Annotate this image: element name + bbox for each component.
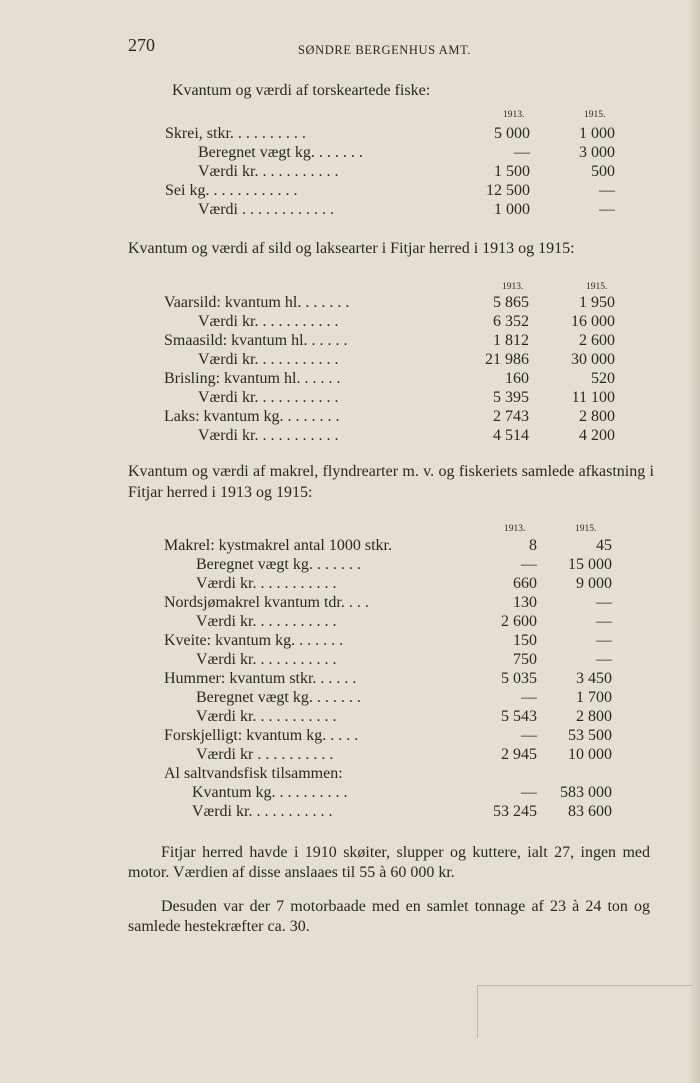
table-row bbox=[0, 125, 700, 145]
row-label: Nordsjømakrel kvantum tdr. . . . bbox=[164, 594, 369, 611]
row-label: Værdi kr. . . . . . . . . . . bbox=[192, 803, 333, 820]
value-1915: 3 000 bbox=[579, 144, 615, 161]
value-1915: 3 450 bbox=[576, 670, 612, 687]
value-1915: 2 800 bbox=[576, 708, 612, 725]
table-row bbox=[0, 144, 700, 164]
row-label: Beregnet vægt kg. . . . . . . bbox=[198, 144, 363, 161]
table-row bbox=[0, 313, 700, 333]
value-1913: 53 245 bbox=[493, 803, 537, 820]
page-edge-shadow bbox=[688, 0, 700, 1083]
row-label: Laks: kvantum kg. . . . . . . . bbox=[164, 408, 340, 425]
row-label: Smaasild: kvantum hl. . . . . . bbox=[164, 332, 348, 349]
table-row bbox=[0, 784, 700, 804]
value-1915: — bbox=[599, 182, 615, 199]
section2-heading: Kvantum og værdi af sild og laksearter i Fitjar herred i 1913 og 1915: bbox=[128, 240, 575, 257]
table-row bbox=[0, 201, 700, 221]
section1-heading: Kvantum og værdi af torskeartede fiske: bbox=[172, 82, 431, 99]
table-row bbox=[0, 594, 700, 614]
value-1913: 160 bbox=[505, 370, 529, 387]
value-1913: 130 bbox=[513, 594, 537, 611]
row-label: Værdi . . . . . . . . . . . . bbox=[198, 201, 334, 218]
value-1913: 1 500 bbox=[494, 163, 530, 180]
value-1913: 2 743 bbox=[493, 408, 529, 425]
row-label: Værdi kr. . . . . . . . . . . bbox=[198, 389, 339, 406]
row-label: Forskjelligt: kvantum kg. . . . . bbox=[164, 727, 359, 744]
row-label: Værdi kr. . . . . . . . . . . bbox=[198, 351, 339, 368]
row-label: Værdi kr. . . . . . . . . . . bbox=[198, 163, 339, 180]
value-1913: 5 395 bbox=[493, 389, 529, 406]
paragraph-motorboats: Desuden var der 7 motorbaade med en samlet tonnage af 23 à 24 ton og samlede hestekræfter ca. 30. bbox=[128, 898, 650, 935]
value-1915: 1 700 bbox=[576, 689, 612, 706]
row-label: Makrel: kystmakrel antal 1000 stkr. bbox=[164, 537, 392, 554]
value-1915: — bbox=[596, 613, 612, 630]
row-label: Værdi kr. . . . . . . . . . . bbox=[196, 708, 337, 725]
value-1915: — bbox=[596, 651, 612, 668]
row-label: Kvantum kg. . . . . . . . . . bbox=[192, 784, 348, 801]
table-row bbox=[0, 651, 700, 671]
value-1913: 5 865 bbox=[493, 294, 529, 311]
table-row bbox=[0, 370, 700, 390]
value-1915: — bbox=[596, 632, 612, 649]
value-1913: 750 bbox=[513, 651, 537, 668]
row-label: Brisling: kvantum hl. . . . . . bbox=[164, 370, 341, 387]
table-row bbox=[0, 351, 700, 371]
value-1913: 5 035 bbox=[501, 670, 537, 687]
row-label: Beregnet vægt kg. . . . . . . bbox=[196, 689, 361, 706]
value-1915: 83 600 bbox=[568, 803, 612, 820]
value-1913: — bbox=[521, 784, 537, 801]
value-1913: 1 000 bbox=[494, 201, 530, 218]
table-row bbox=[0, 689, 700, 709]
table-row bbox=[0, 727, 700, 747]
row-label: Værdi kr. . . . . . . . . . . bbox=[196, 651, 337, 668]
value-1915: 1 950 bbox=[579, 294, 615, 311]
table-row bbox=[0, 746, 700, 766]
value-1913: — bbox=[521, 556, 537, 573]
value-1913: 2 945 bbox=[501, 746, 537, 763]
row-label: Skrei, stkr. . . . . . . . . . bbox=[165, 125, 306, 142]
row-label: Sei kg. . . . . . . . . . . . bbox=[165, 182, 298, 199]
table-row bbox=[0, 803, 700, 823]
value-1913: — bbox=[514, 144, 530, 161]
value-1913: 660 bbox=[513, 575, 537, 592]
value-1915: 11 100 bbox=[571, 389, 615, 406]
table-row bbox=[0, 613, 700, 633]
section3-heading: Kvantum og værdi af makrel, flyndrearter m. v. og fiskeriets samlede afkastning i Fitjar herred i 1913 og 1915: bbox=[128, 463, 654, 501]
value-1915: 9 000 bbox=[576, 575, 612, 592]
value-1913: 21 986 bbox=[485, 351, 529, 368]
value-1913: 5 543 bbox=[501, 708, 537, 725]
row-label: Værdi kr. . . . . . . . . . . bbox=[196, 613, 337, 630]
row-label: Værdi kr. . . . . . . . . . . bbox=[196, 575, 337, 592]
section2-col-1913: 1913. bbox=[502, 282, 524, 292]
section3-col-1915: 1915. bbox=[575, 524, 597, 534]
paragraph-vessels: Fitjar herred havde i 1910 skøiter, slupper og kuttere, ialt 27, ingen med motor. Værdien af disse anslaaes til 55 à 60 000 kr. bbox=[128, 844, 650, 881]
value-1915: 583 000 bbox=[560, 784, 612, 801]
section3-col-1913: 1913. bbox=[504, 524, 526, 534]
section1-col-1915: 1915. bbox=[584, 110, 606, 120]
table-row bbox=[0, 408, 700, 428]
row-label: Beregnet vægt kg. . . . . . . bbox=[196, 556, 361, 573]
table-row bbox=[0, 332, 700, 352]
section2-col-1915: 1915. bbox=[586, 282, 608, 292]
value-1915: 16 000 bbox=[571, 313, 615, 330]
page-number: 270 bbox=[128, 35, 155, 55]
value-1913: 2 600 bbox=[501, 613, 537, 630]
value-1915: 53 500 bbox=[568, 727, 612, 744]
table-row bbox=[0, 708, 700, 728]
value-1915: 1 000 bbox=[579, 125, 615, 142]
table-row bbox=[0, 182, 700, 202]
value-1913: 150 bbox=[513, 632, 537, 649]
table-row bbox=[0, 389, 700, 409]
row-label: Værdi kr . . . . . . . . . . bbox=[196, 746, 334, 763]
value-1913: — bbox=[521, 727, 537, 744]
table-row bbox=[0, 670, 700, 690]
value-1915: 15 000 bbox=[568, 556, 612, 573]
row-label: Hummer: kvantum stkr. . . . . . bbox=[164, 670, 357, 687]
value-1915: 520 bbox=[591, 370, 615, 387]
table-row bbox=[0, 163, 700, 183]
row-label: Al saltvandsfisk tilsammen: bbox=[164, 765, 343, 782]
value-1915: — bbox=[596, 594, 612, 611]
table-row bbox=[0, 294, 700, 314]
value-1913: 8 bbox=[529, 537, 537, 554]
table-row bbox=[0, 765, 700, 785]
value-1915: 45 bbox=[596, 537, 612, 554]
value-1913: 6 352 bbox=[493, 313, 529, 330]
value-1915: 2 800 bbox=[579, 408, 615, 425]
running-title: SØNDRE BERGENHUS AMT. bbox=[298, 43, 472, 57]
value-1913: 1 812 bbox=[493, 332, 529, 349]
row-label: Værdi kr. . . . . . . . . . . bbox=[198, 427, 339, 444]
value-1913: 4 514 bbox=[493, 427, 529, 444]
section1-col-1913: 1913. bbox=[503, 110, 525, 120]
table-row bbox=[0, 632, 700, 652]
value-1913: 5 000 bbox=[494, 125, 530, 142]
value-1915: — bbox=[599, 201, 615, 218]
table-row bbox=[0, 537, 700, 557]
value-1915: 500 bbox=[591, 163, 615, 180]
row-label: Værdi kr. . . . . . . . . . . bbox=[198, 313, 339, 330]
value-1913: — bbox=[521, 689, 537, 706]
value-1915: 2 600 bbox=[579, 332, 615, 349]
row-label: Vaarsild: kvantum hl. . . . . . . bbox=[164, 294, 350, 311]
row-label: Kveite: kvantum kg. . . . . . . bbox=[164, 632, 344, 649]
value-1913: 12 500 bbox=[486, 182, 530, 199]
value-1915: 10 000 bbox=[568, 746, 612, 763]
scan-margin-mark bbox=[477, 985, 693, 1038]
table-row bbox=[0, 575, 700, 595]
value-1915: 4 200 bbox=[579, 427, 615, 444]
table-row bbox=[0, 556, 700, 576]
value-1915: 30 000 bbox=[571, 351, 615, 368]
table-row bbox=[0, 427, 700, 447]
